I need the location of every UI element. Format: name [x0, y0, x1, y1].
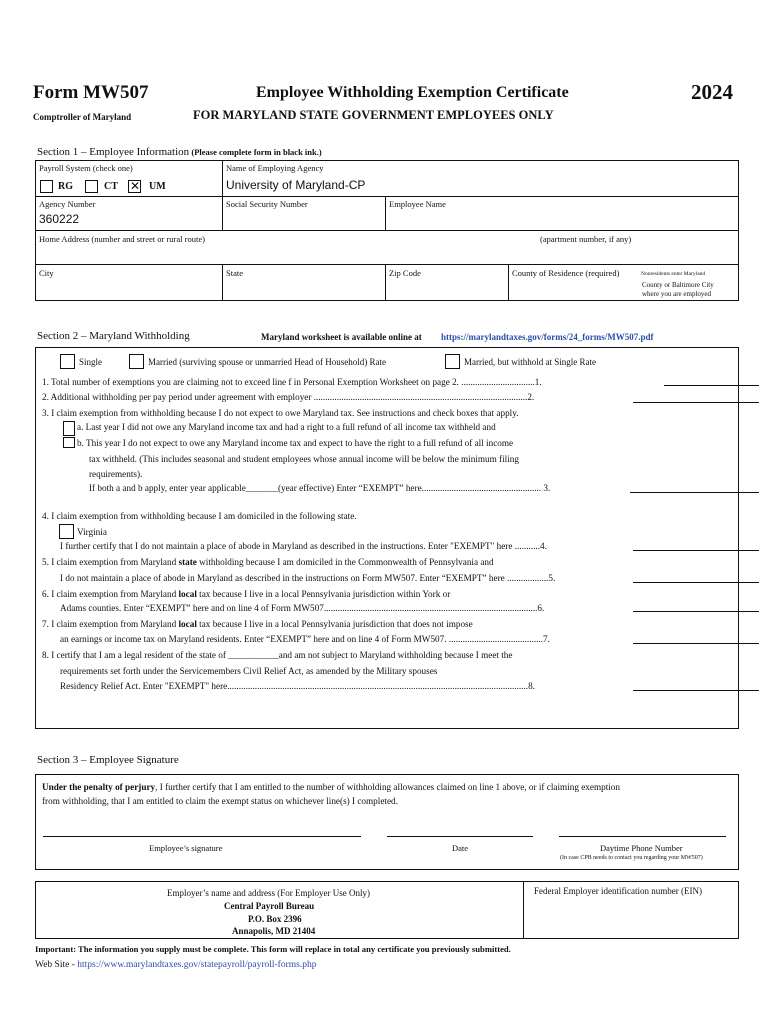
section1-heading-row	[37, 146, 322, 158]
website-link[interactable]: https://www.marylandtaxes.gov/statepayroll/payroll-forms.php	[77, 960, 317, 970]
line6-text-2: Adams counties. Enter “EXEMPT” here and on line 4 of Form MW507.............................................................................................6.	[60, 603, 545, 613]
section1-heading: Section 1 – Employee Information	[37, 146, 190, 158]
line7-input[interactable]	[633, 643, 759, 644]
state-label: State	[226, 268, 243, 278]
line7-text	[42, 619, 473, 629]
line3b-checkbox[interactable]	[63, 437, 75, 448]
website-row	[35, 960, 316, 970]
signature-field[interactable]	[43, 836, 361, 837]
line5-text-2: I do not maintain a place of abode in Maryland as described in the instructions on Form MW507. Enter “EXEMPT” here ..................5.	[60, 573, 556, 583]
divider	[35, 196, 739, 197]
payroll-system-label: Payroll System (check one)	[39, 163, 133, 173]
line4-text: 4. I claim exemption from withholding because I am domiciled in the following state.	[42, 511, 357, 521]
line8-text-2: requirements set forth under the Servicemembers Civil Relief Act, as amended by the Military spouses	[60, 666, 438, 676]
filing-married-checkbox[interactable]	[129, 354, 144, 369]
line5-text	[42, 557, 494, 567]
line8-input[interactable]	[633, 690, 759, 691]
line8-text: 8. I certify that I am a legal resident of the state of ___________and am not subject to Maryland withholding because I meet the	[42, 650, 513, 660]
line4-input[interactable]	[633, 550, 759, 551]
divider	[523, 881, 524, 939]
filing-married-label: Married (surviving spouse or unmarried Head of Household) Rate	[148, 357, 386, 367]
divider	[222, 196, 223, 231]
divider	[385, 264, 386, 301]
filing-married-single-checkbox[interactable]	[445, 354, 460, 369]
virginia-label: Virginia	[77, 527, 107, 537]
agency-name: Comptroller of Maryland	[33, 112, 132, 122]
payroll-ct-label: CT	[104, 181, 118, 192]
payroll-um-label: UM	[149, 181, 166, 192]
date-label: Date	[452, 843, 469, 853]
employer-name: Central Payroll Bureau	[224, 901, 315, 911]
zip-label: Zip Code	[389, 268, 421, 278]
employer-label: Name of Employing Agency	[226, 163, 324, 173]
form-id: Form MW507	[33, 82, 149, 103]
form-title: Employee Withholding Exemption Certificate	[256, 84, 569, 101]
form-subtitle: FOR MARYLAND STATE GOVERNMENT EMPLOYEES ONLY	[193, 108, 554, 122]
line1-input[interactable]	[664, 385, 759, 386]
line4-cert-text: I further certify that I do not maintain a place of abode in Maryland as described in the instructions. Enter "EXEMPT" here ...........4.	[60, 541, 547, 551]
ssn-label: Social Security Number	[226, 199, 308, 209]
section3-heading: Section 3 – Employee Signature	[37, 754, 179, 766]
line3a-text: a. Last year I did not owe any Maryland income tax and had a right to a full refund of all income tax withheld and	[77, 422, 496, 432]
divider	[385, 196, 386, 231]
divider	[222, 264, 223, 301]
line5-bold: state	[178, 557, 197, 567]
important-note: Important: The information you supply must be complete. This form will replace in total any certificate you previously submitted.	[35, 944, 511, 954]
form-year: 2024	[691, 80, 733, 104]
county-label: County of Residence (required)	[512, 268, 620, 278]
divider	[35, 230, 739, 231]
penalty-text-2: from withholding, that I am entitled to claim the exempt status on whichever line(s) I completed.	[42, 796, 398, 806]
line8-text-3: Residency Relief Act. Enter "EXEMPT" here...................................................................................................................................8.	[60, 681, 535, 691]
ein-label: Federal Employer identification number (EIN)	[534, 886, 702, 896]
penalty-text	[42, 782, 620, 792]
line3b-text: b. This year I do not expect to owe any Maryland income tax and expect to have the right to a full refund of all income	[77, 438, 514, 448]
apartment-label: (apartment number, if any)	[540, 234, 632, 244]
line3b-text-3: requirements).	[89, 469, 143, 479]
filing-single-label: Single	[79, 357, 103, 367]
line6-part: 6. I claim exemption from Maryland	[42, 589, 179, 599]
line2-input[interactable]	[633, 402, 759, 403]
employer-po: P.O. Box 2396	[248, 914, 302, 924]
county-note: Nonresidents enter Maryland	[641, 271, 706, 277]
agency-number-field[interactable]: 360222	[39, 212, 80, 226]
payroll-rg-label: RG	[58, 181, 73, 192]
phone-field[interactable]	[559, 836, 726, 837]
line2-text: 2. Additional withholding per pay period under agreement with employer .............................................................................................2.	[42, 392, 535, 402]
line7-text-2: an earnings or income tax on Maryland residents. Enter “EXEMPT” here and on line 4 of Form MW507. .........................................7.	[60, 634, 550, 644]
employer-city: Annapolis, MD 21404	[232, 926, 316, 936]
employee-name-label: Employee Name	[389, 199, 446, 209]
line5-part: withholding because I am domiciled in the Commonwealth of Pennsylvania and	[196, 557, 494, 567]
line7-part: 7. I claim exemption from Maryland	[42, 619, 179, 629]
line3-input[interactable]	[630, 492, 759, 493]
penalty-bold: Under the penalty of perjury	[42, 782, 156, 792]
line3a-checkbox[interactable]	[63, 421, 75, 436]
home-address-label: Home Address (number and street or rural route)	[39, 234, 205, 244]
virginia-checkbox[interactable]	[59, 524, 74, 539]
worksheet-link[interactable]: https://marylandtaxes.gov/forms/24_forms/MW507.pdf	[441, 332, 654, 342]
divider	[35, 264, 739, 265]
payroll-rg-checkbox[interactable]	[40, 180, 53, 193]
line6-input[interactable]	[633, 611, 759, 612]
line3-both-text: If both a and b apply, enter year applicable_______(year effective) Enter “EXEMPT” here.................................................... 3.	[89, 483, 551, 493]
line5-part: 5. I claim exemption from Maryland	[42, 557, 179, 567]
employer-box-label: Employer’s name and address (For Employer Use Only)	[167, 888, 371, 898]
line6-bold: local	[178, 589, 197, 599]
county-note: County or Baltimore City	[642, 281, 714, 289]
date-field[interactable]	[387, 836, 533, 837]
line7-bold: local	[178, 619, 197, 629]
section1-note: (Please complete form in black ink.)	[191, 147, 322, 157]
phone-label: Daytime Phone Number	[600, 843, 683, 853]
payroll-um-checkbox[interactable]	[128, 180, 141, 193]
line1-text: 1. Total number of exemptions you are claiming not to exceed line f in Personal Exemption Worksheet on page 2. ................................1.	[42, 377, 542, 387]
penalty-part: , I further certify that I am entitled to the number of withholding allowances claimed on line 1 above, or if claiming exemption	[155, 782, 620, 792]
city-label: City	[39, 268, 54, 278]
phone-note: (In case CPB needs to contact you regarding your MW507)	[560, 855, 703, 861]
line6-part: tax because I live in a local Pennsylvania jurisdiction within York or	[196, 589, 451, 599]
line6-text	[42, 589, 450, 599]
worksheet-text: Maryland worksheet is available online at	[261, 332, 422, 342]
filing-single-checkbox[interactable]	[60, 354, 75, 369]
county-note: where you are employed	[642, 290, 711, 298]
section2-heading: Section 2 – Maryland Withholding	[37, 330, 190, 342]
website-label: Web Site -	[35, 960, 78, 970]
line3-text: 3. I claim exemption from withholding because I do not expect to owe Maryland tax. See instructions and check boxes that apply.	[42, 408, 519, 418]
agency-number-label: Agency Number	[39, 199, 96, 209]
line5-input[interactable]	[633, 582, 759, 583]
line7-part: tax because I live in a local Pennsylvania jurisdiction that does not impose	[196, 619, 473, 629]
divider	[222, 160, 223, 197]
payroll-ct-checkbox[interactable]	[85, 180, 98, 193]
line3b-text-2: tax withheld. (This includes seasonal and student employees whose annual income will be below the minimum filing	[89, 454, 519, 464]
employer-field[interactable]: University of Maryland-CP	[226, 178, 366, 192]
signature-label: Employee’s signature	[149, 843, 223, 853]
filing-married-single-label: Married, but withhold at Single Rate	[464, 357, 596, 367]
divider	[508, 264, 509, 301]
